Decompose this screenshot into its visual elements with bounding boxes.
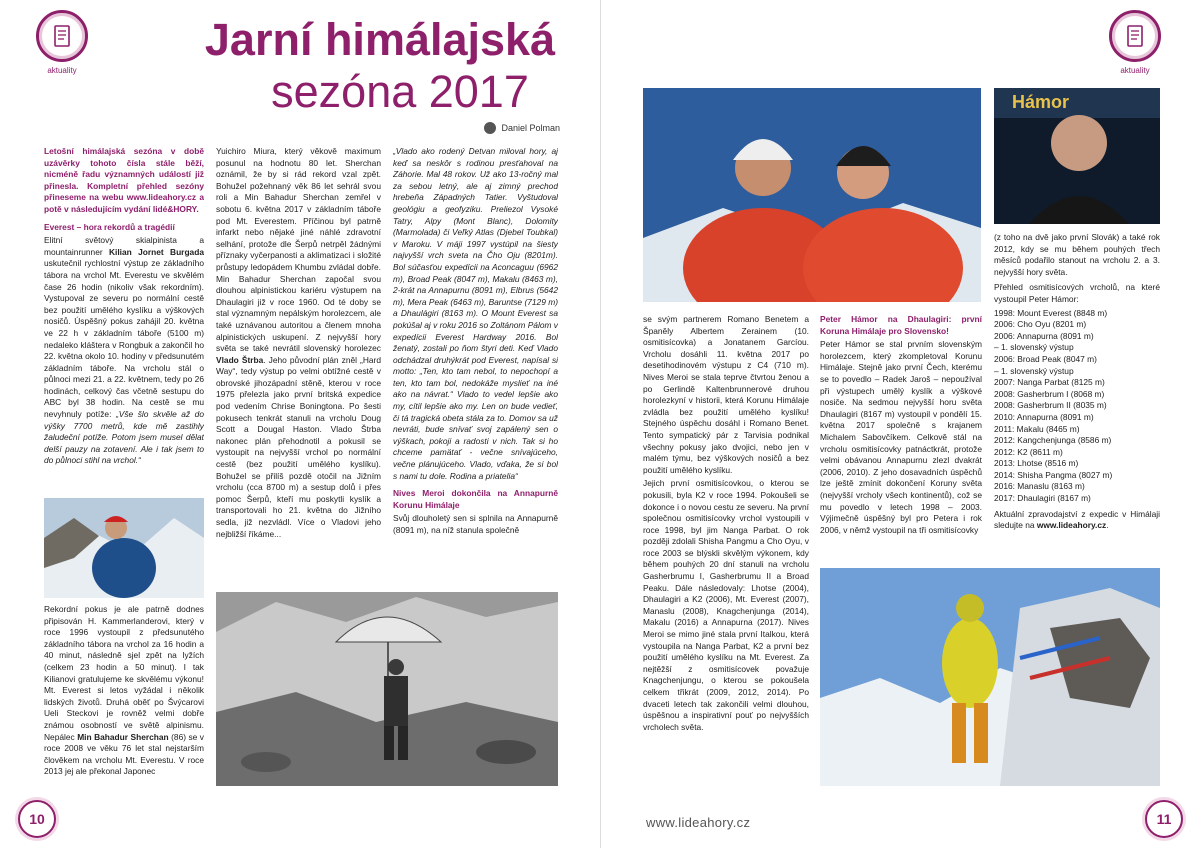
left-column-3 (393, 146, 558, 588)
news-paragraph: Aktuální zpravodajství z expedic v Himálaji sledujte na www.lideahory.cz. (994, 508, 1160, 531)
photo-sign-text: Hámor (1012, 92, 1070, 112)
sherchan-paragraph: Yuichiro Miura, který věkově maximum posunul na hodnotu 80 let. Sherchan oznámil, že by si rád rekord vzal zpět. Bohužel požehnaný věk 86 let sehrál svou roli a Min Bahadur Sherchan zemřel v sobotu 6. května 2017 v základním táboře pod Mt. Everestem. Příčinou byl patrně infarkt nebo nějaké jiné náhlé zdravotní selhání, protože dle Šerpů netrpěl žádnými příznaky vyčerpanosti a aklimatizaci i složité průstupy ledopádem Khumbu zvládal dobře. Min Bahadur Sherchan započal svou dlouhou alpinistickou kariéru výstupem na Dhaulagiri již v roce 1960. Od té doby se stal významným nepálským horolezcem, ale také uznávanou autoritou a členem mnoha alpinistických uskupení. Z nejvyšší hory světa se také nevrátil slovenský horolezec Vlado Štrba. Jeho původní plán zněl „Hard Way“, tedy výstup po velmi obtížné cestě v obrovské jihozápadní stěně, kterou v roce 1975 přelezla jako první britská expedice pod vedením Chrise Boningtona. Po šesti pokusech tenkrát stanuli na vrcholu Doug Scott a Dougal Haston. Vlado Štrba nakonec plán přehodnotil a pokusil se vystoupit na nejvyšší vrchol po normální cestě (bez použití umělého kyslíku). Bohužel se přilíš pozdě otočil na Jižním vrcholu (cca 8700 m) a sestup dolů i přes pomoc Šerpů, kteří mu poskytli kyslík a transportovali ho 21. května do Jižního sedla, již nezvládl. Více o Vladovi jeho nejbližší říkáme... (216, 146, 381, 539)
website-footer[interactable]: www.lideahory.cz (646, 815, 751, 830)
right-column-2 (820, 314, 982, 562)
page-number-right: 11 (1145, 800, 1183, 838)
left-column-1-bottom (44, 604, 204, 794)
author-name: Daniel Polman (501, 123, 560, 133)
section-badge (32, 10, 92, 75)
summits-list: 1998: Mount Everest (8848 m) 2006: Cho Oyu (8201 m) 2006: Annapurna (8091 m) – 1. slovenský výstup 2006: Broad Peak (8047 m) – 1. slovenský výstup 2007: Nanga Parbat (8125 m) 2008: Gasherbrum I (8068 m) 2008: Gasherbrum II (8035 m) 2010: Annapurna (8091 m) 2011: Makalu (8465 m) 2012: Kangchenjunga (8586 m) 2012: K2 (8611 m) 2013: Lhotse (8516 m) 2014: Shisha Pangma (8027 m) 2016: Manaslu (8163 m) 2017: Dhaulagiri (8167 m) (994, 307, 1113, 504)
section-badge-right (1105, 10, 1165, 75)
title-line-1: Jarní himálajská (204, 14, 556, 65)
nives-history-paragraph: Jejich první osmitisícovkou, o kterou se pokusili, byla K2 v roce 1994. Pokoušeli se dokonce i o novou cestu ze severu. Na první společnou osmitisícovky vrchol vystoupili v roce 1998, byl jim Nanga Parbat. O rok později zdolali Shisha Pangmu a Cho Oyu, v roce 2003 se blýskli skvělým výkonem, kdy během pouhých 20 dní stanuli na vrcholu Gasherbrumu I, Gasherbrumu II a Broad Peaku. Dále následovaly: Lhotse (2004), Dhaulagiri a K2 (2006), Mt. Everest (2007), Manaslu (2008), Knagchenjunga (2014), Makalu (2016) a Annapurna (2017). Nives Meroi se mimo jiné stala první Italkou, která vystoupila na Nanga Parbat, K2 a první bez použití umělého kyslíku na Mt. Everest. Za nejtěžší z osmitisícovek považuje Knagchenjungu, o kterou se pokoušela celkem třikrát (2009, 2012, 2014). Po dvaceti letech tak zakončili velmi dlouhou, úspěšnou a inspirativní pouť po nejvyšších vrcholech světa. (643, 478, 809, 732)
page-right (600, 0, 1200, 848)
page-number-left: 10 (18, 800, 56, 838)
section-label: aktuality (1120, 66, 1150, 75)
kilian-photo (44, 498, 204, 598)
everest-heading: Everest – hora rekordů a tragédií (44, 221, 175, 232)
hamor-portrait-photo (994, 88, 1160, 224)
nives-romano-photo (643, 88, 981, 302)
right-column-3 (994, 232, 1160, 562)
family-quote: „Vlado ako rodený Detvan miloval hory, aj keď sa neskôr s rodinou presťahoval na Záhorie. Mal 48 rokov. Už ako 13-ročný mal za sebou letný, ale aj zimný prechod hrebeňa Západných Tatier. Vyštudoval geológiu a geofyziku. Preliezol Vysoké Tatry, Alpy (Mont Blanc), Dolomity (Marmolada) či Veľký Atlas (Djebel Toubkal) v Maroku. V máji 1997 vystúpil na šiesty najvyšší vrch sveta na Čho Oju (8201m). Bol súčasťou expedícii na Aconcaguu (6962 m), Broad Peak (8047 m), Makalu (8463 m), 2-krát na Annapurnu (8091 m), Elbrus (5642 m), Mera Peak (6463 m), Baruntse (7129 m) a Dhaulágiri (8163 m). O Mount Everest sa pokúšal aj v roku 2016 so Zoltánom Pálom v expedícii Everest Hardway 2016. Bol ženatý, zostali po ňom štyri deti. Keď Vlado odchádzal druhýkrát pod Everest, napísal si motto: „Ten, kto tam nebol, to nepochopí a ten, kto tam bol, nedokáže myslieť na iné ako na návrat.“ Vlado to vedel lepšie ako my, cítil lepšie ako my. Len on bude vedieť, či tá tragická obeta stála za to. Domov sa už nevráti, bude snívať svoj zapálený sen o výškach, pokoji a radosti v nich. Tak si ho chceme pamätať - večne snívajúceho, večne plánujúceho. Vlado, vďaka, že si bol s nami tu dole. Rodina a priatelia“ (393, 146, 558, 481)
vlado-umbrella-photo (216, 592, 558, 786)
hamor-summit-photo (820, 568, 1160, 786)
nives-paragraph-continued: se svým partnerem Romano Benetem a Španěly Albertem Zerainem (10. osmitisícovka) a Jonatanem Garcíou. Vrcholu dosáhli 11. května 2017 po desetihodinovém výstupu z C4 (710 m). Nives Meroi se stala teprve čtvrtou ženou a po Gerlindě Kaltenbrunnerové druhou horolezkyní v historii, která Korunu Himálaje zvládla bez použití umělého kyslíku! Stejného úspěchu dosáhl i Romano Benet. Tento sympatický pár z Tarvisia podnikal všechny pokusy jako dvojici, nebo jen v malém týmu, bez výškových nosičů a bez použití umělého kyslíku. (643, 314, 809, 475)
nives-paragraph-start: Svůj dlouholetý sen si splnila na Annapurně (8091 m), na níž stanula společně (393, 513, 558, 535)
hamor-paragraph: Peter Hámor se stal prvním slovenským horolezcem, který zkompletoval Korunu Himálaje. Stejně jako první Čech, kterému se to povedlo – Radek Jaroš – nepoužíval při výstupech umělý kyslík a výškové nosiče. Na sedmou nejvyšší horu světa Dhaulagiri (8167 m) vystoupil v pondělí 15. května 2017 společně s krajanem Michalem Sabovčíkem. Celkově stál na vrcholu osmitisícovky patnáctkrát, protože velmi obávanou Annapurnu zlezl dvakrát (2006, 2010). Z jeho dosavadních úspěchů lze ještě zmínit dokončení Koruny světa (nejvyšší vrcholy všech kontinentů), což se mu povedlo v letech 1998 – 2003. Výjimečně úspěšný byl pro Petera i rok 2006, v němž vystoupil na tři osmitisícovky (820, 339, 982, 535)
nives-heading: Nives Meroi dokončila na Annapurně Korunu Himálaje (393, 488, 558, 510)
summits-intro: Přehled osmitisícových vrcholů, na které vystoupil Peter Hámor: (994, 282, 1160, 304)
article-title (195, 14, 565, 118)
left-column-1-top (44, 146, 204, 492)
hamor-heading: Peter Hámor na Dhaulagiri: první Koruna Himálaje pro Slovensko! (820, 314, 982, 336)
lead-paragraph: Letošní himálajská sezóna v době uzávěrky tohoto čísla stále běží, nicméně řadu významných událostí již přinesla. Kompletní přehled sezóny přineseme na webu www.lideahory.cz a potě v následujícím vydání lidé&HORY. (44, 146, 204, 214)
document-icon (1109, 10, 1161, 62)
left-column-2 (216, 146, 381, 588)
hamor-continued-paragraph: (z toho na dvě jako první Slovák) a také rok 2012, kdy se mu během pouhých třech měsíců podařilo stanout na vrcholu 2. a 3. nejvyšší hory světa. (994, 232, 1160, 277)
title-line-2: sezóna 2017 (271, 66, 529, 117)
document-icon (36, 10, 88, 62)
kammerlander-paragraph: Rekordní pokus je ale patrně dodnes připisován H. Kammerlanderovi, který v roce 1996 vystoupil z předsunutého základního tábora na vrchol za 16 hodin a 40 minut, následně sjel zpět na lyžích (celkem 23 hodin a 50 minut). I tak Kilianovi gratulujeme ke skvělému výkonu! Mt. Everest si letos vyžádal i několik lidských životů. Druhá oběť po Švýcarovi Ueli Steckovi je rovněž velmi dobře známou osobností ve světě alpinismu. Nepálec Min Bahadur Sherchan (86) se v roce 2008 ve věku 76 let stal nejstarším člověkem na vrcholu Mt. Everestu. V roce 2013 jej ale překonal Japonec (44, 604, 204, 777)
right-column-1 (643, 314, 809, 790)
feather-icon (484, 122, 496, 134)
section-label: aktuality (47, 66, 77, 75)
kilian-paragraph: Elitní světový skialpinista a mountainrunner Kilian Jornet Burgada uskutečnil rychlostní výstup ze základního tábora na vrchol Mt. Everestu ve skvělém čase 26 hodin (nikoliv však rekordním). Vystupoval ze severu po normální cestě bez použití umělého kyslíku a výškových nosičů. Úspěšný pokus zahájil 20. května ve 22 h v základním táboře (5100 m) nedaleko kláštera v Rongbuk a zakončil ho 22. května okolo 10. hodiny v předsunutém základním táboře. Na vrcholu stál o půlnoci mezi 21. a 22. květnem, tedy po 26 hodinách, celkový čas včetně sestupu do ABC byl 38 hodin. Na cestě se mu nevyhnuly potíže: „Vše šlo skvěle až do výšky 7700 metrů, kde mě zastihly žaludeční potíže. Potom jsem musel dělat delší pauzy na zotavení. Ale i tak jsem to do půlnoci stihl na vrchol.“ (44, 235, 204, 466)
author (484, 122, 560, 134)
web-link[interactable]: www.lideahory.cz (1036, 520, 1107, 531)
